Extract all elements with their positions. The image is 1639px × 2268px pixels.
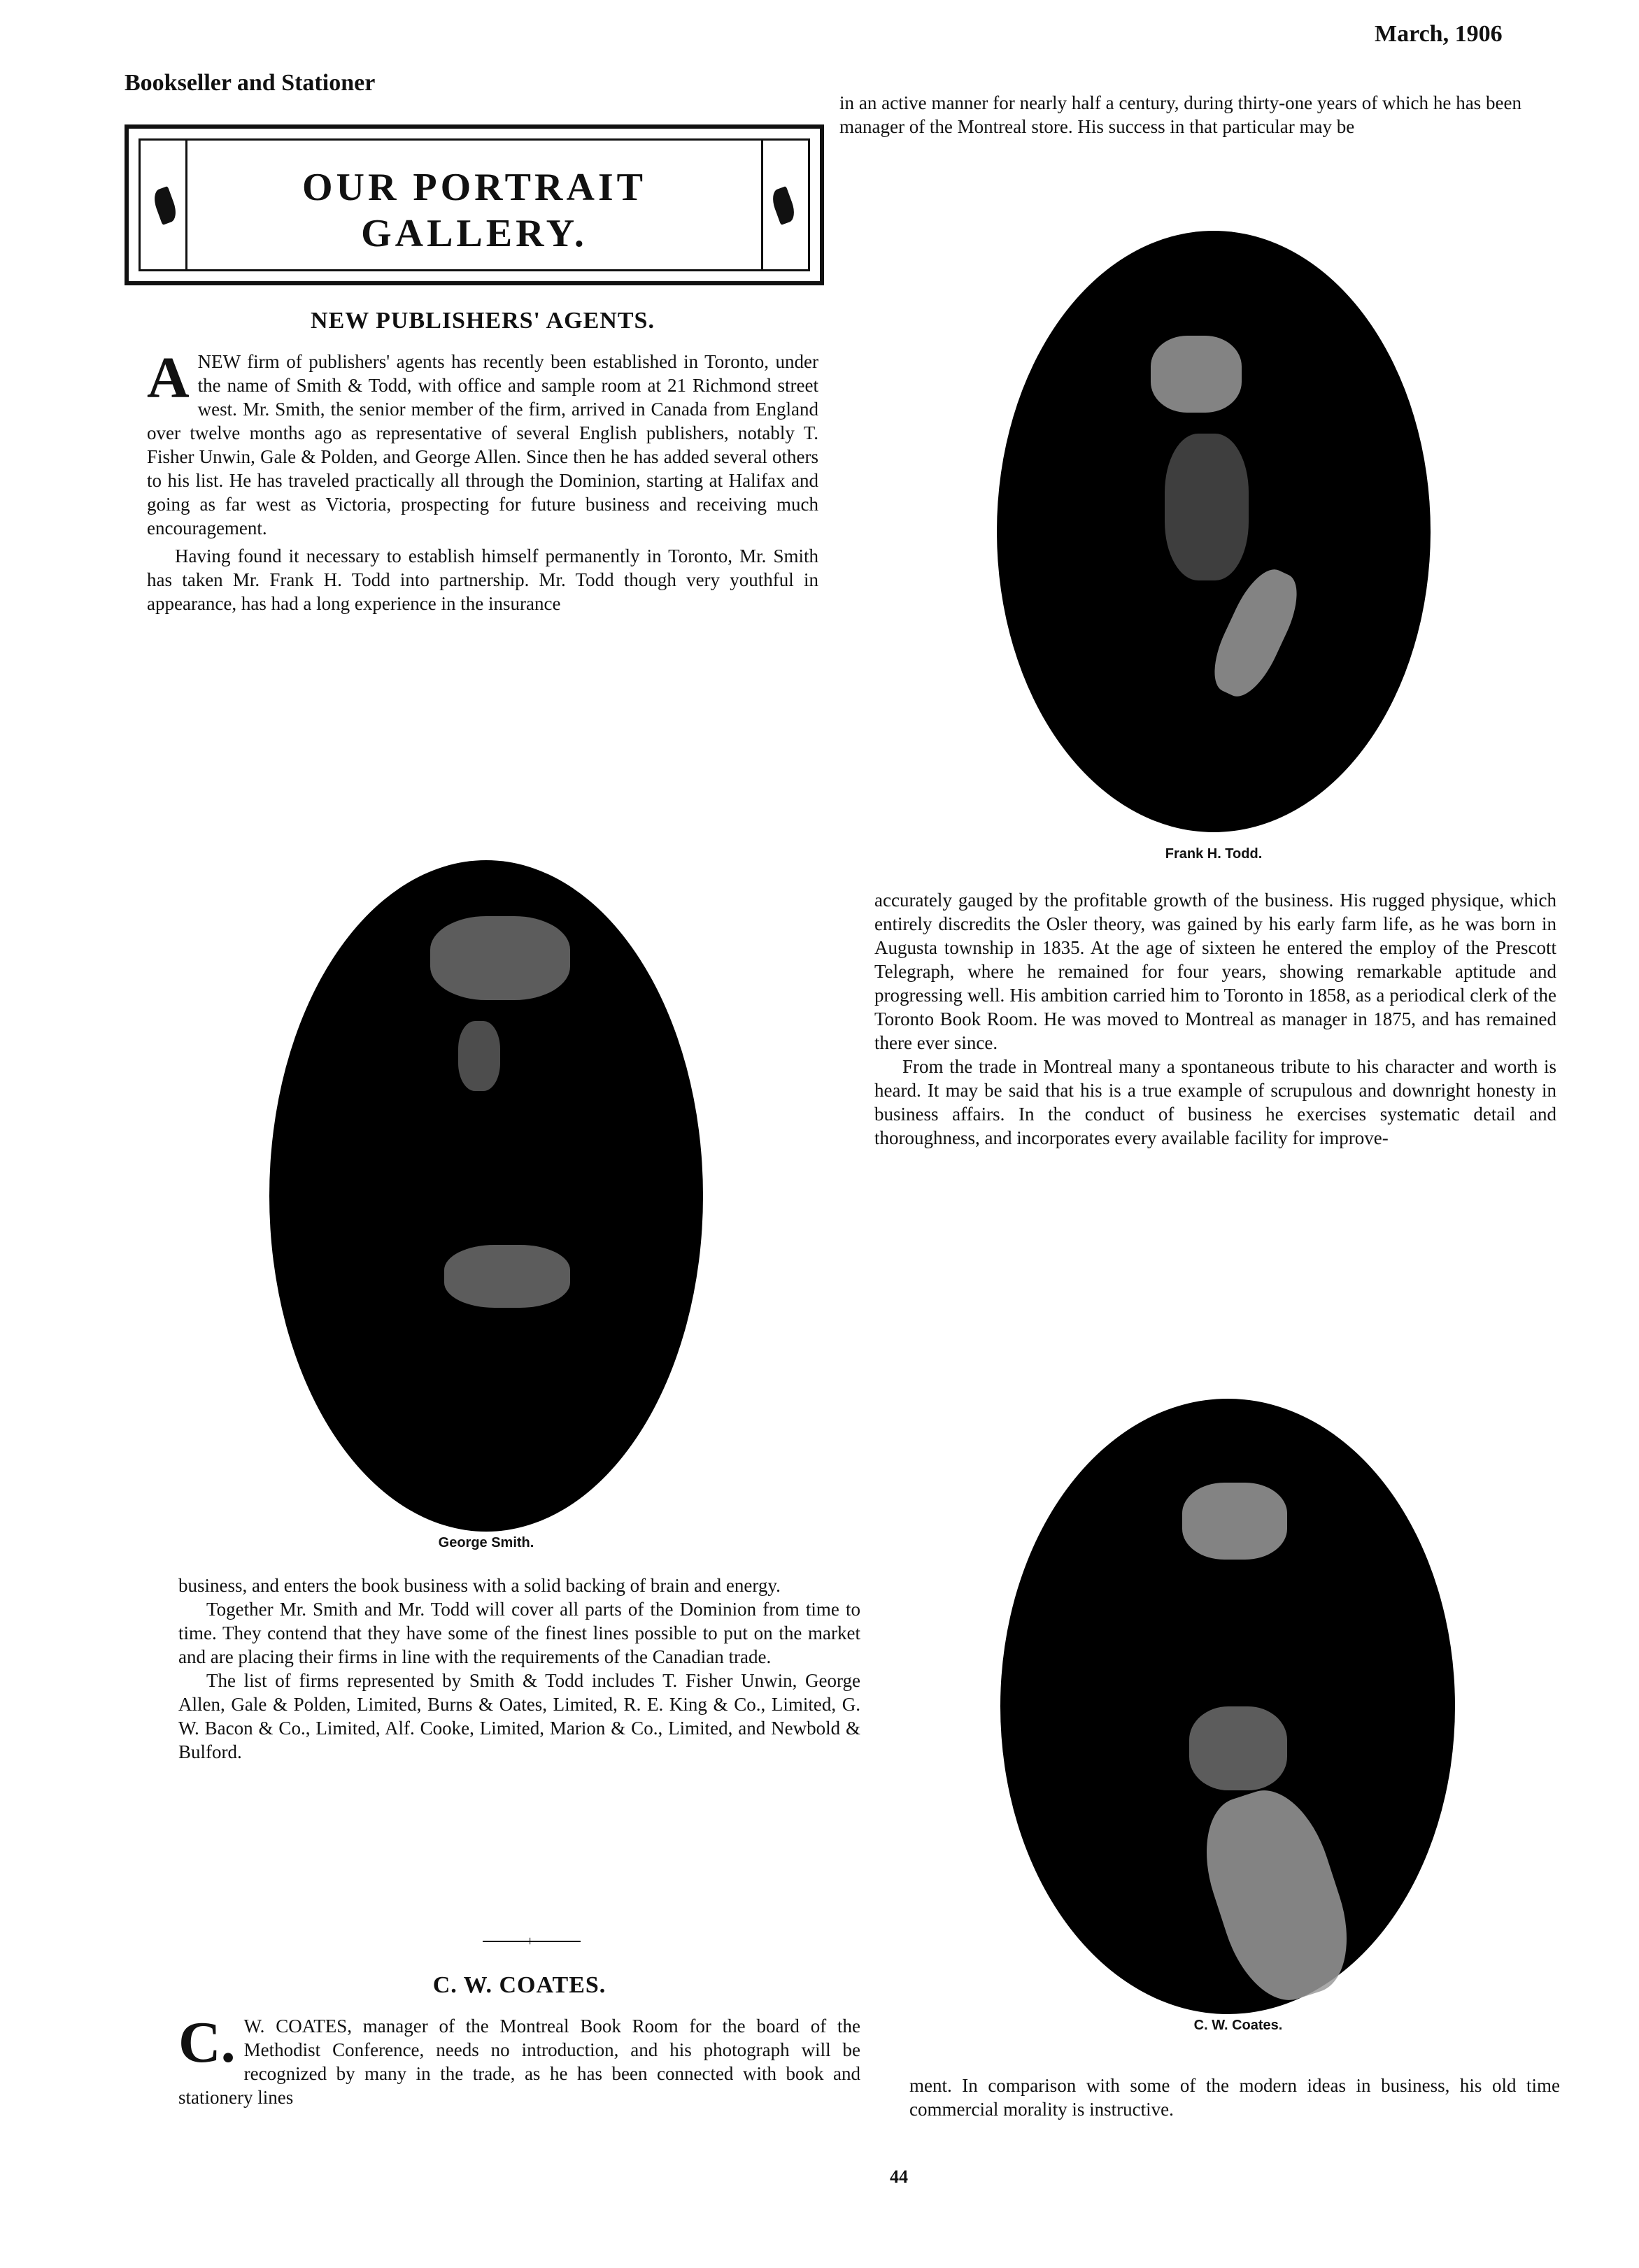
article-publishers-agents-continued <box>178 1574 860 1764</box>
article-publishers-agents-body <box>147 345 818 615</box>
paragraph-2: Having found it necessary to establish himself permanently in Toronto, Mr. Smith has taken Mr. Frank H. Todd into partnership. Mr. Todd though very youthful in appearance, has had a long experience in the insurance <box>147 545 818 614</box>
coates-paragraph-3: accurately gauged by the profitable growth of the business. His rugged physique, which entirely discredits the Osler theory, was gained by his early farm life, as he was born in Augusta township in 1835. At the age of sixteen he entered the employ of the Prescott Telegraph, where he remained for four years, showing remarkable aptitude and progressing well. His ambition carried him to Toronto in 1858, as a periodical clerk of the Toronto Book Room. He was moved to Montreal as manager in 1875, and has remained there ever since. <box>874 890 1556 1053</box>
page-title <box>141 164 808 257</box>
portrait-highlight <box>444 1245 570 1308</box>
article-heading-publishers-agents: NEW PUBLISHERS' AGENTS. <box>311 308 655 334</box>
portrait-highlight <box>1151 336 1242 413</box>
caption-george-smith: George Smith. <box>438 1535 534 1550</box>
page-title-line2: GALLERY. <box>361 212 588 255</box>
publication-name: Bookseller and Stationer <box>125 70 376 96</box>
title-box-inner <box>139 138 810 271</box>
section-divider-ornament: + <box>526 1934 534 1949</box>
coates-paragraph-1-text: W. COATES, manager of the Montreal Book Room for the board of the Methodist Conference, needs no introduction, and his photograph will be recognized by many in the trade, as he has been connected with book and stationery lines <box>178 2016 860 2108</box>
paragraph-5: The list of firms represented by Smith & Todd includes T. Fisher Unwin, George Allen, Gale & Polden, Limited, Burns & Oates, Limited, R. E. King & Co., Limited, G. W. Bacon & Co., Limited, Alf. Cooke, Limited, Marion & Co., Limited, and Newbold & Bulford. <box>178 1670 860 1762</box>
paragraph-4: Together Mr. Smith and Mr. Todd will cover all parts of the Dominion from time to time. They contend that they have some of the finest lines possible to put on the market and are placing their firms in line with the requirements of the Canadian trade. <box>178 1599 860 1667</box>
portrait-george-smith <box>269 860 703 1532</box>
paragraph-1-text: NEW firm of publishers' agents has recently been established in Toronto, under the name of Smith & Todd, with office and sample room at 21 Richmond street west. Mr. Smith, the senior member of the firm, arrived in Canada from England over twelve months ago as representative of several English publishers, notably T. Fisher Unwin, Gale & Polden, and George Allen. Since then he has added several others to his list. He has traveled practically all through the Dominion, starting at Halifax and going as far west as Victoria, prospecting for future business and receiving much encouragement. <box>147 351 818 539</box>
coates-paragraph-2: in an active manner for nearly half a century, during thirty-one years of which he has been manager of the Montreal store. His success in that particular may be <box>839 92 1521 137</box>
portrait-highlight <box>1188 1777 1365 2013</box>
caption-frank-todd: Frank H. Todd. <box>1165 846 1263 862</box>
drop-cap: C. <box>178 2010 236 2075</box>
portrait-cw-coates <box>1000 1399 1455 2014</box>
portrait-highlight <box>430 916 570 1000</box>
drop-cap: A <box>147 345 190 411</box>
coates-paragraph-5: ment. In comparison with some of the modern ideas in business, his old time commercial morality is instructive. <box>909 2075 1560 2120</box>
portrait-highlight <box>1165 434 1249 580</box>
page-number: 44 <box>890 2167 908 2187</box>
article-heading-coates: C. W. COATES. <box>432 1972 606 1998</box>
portrait-highlight <box>458 1021 500 1091</box>
issue-date: March, 1906 <box>1375 21 1503 47</box>
portrait-highlight <box>1189 1706 1287 1790</box>
portrait-highlight <box>1202 561 1310 705</box>
article-coates-continued-bottom <box>909 2074 1560 2121</box>
article-coates-continued-middle <box>874 888 1556 1150</box>
page-title-line1: OUR PORTRAIT <box>301 166 647 209</box>
paragraph-1 <box>147 345 818 540</box>
paragraph-3: business, and enters the book business with a solid backing of brain and energy. <box>178 1575 781 1596</box>
portrait-frank-todd <box>997 231 1431 832</box>
caption-cw-coates: C. W. Coates. <box>1193 2018 1283 2033</box>
coates-paragraph-4: From the trade in Montreal many a spontaneous tribute to his character and worth is heard. It may be said that his is a true example of scrupulous and downright honesty in business affairs. In the conduct of business he exercises systematic detail and thoroughness, and incorporates every available facility for improve- <box>874 1056 1556 1148</box>
article-coates-continued-top <box>839 91 1521 138</box>
portrait-highlight <box>1182 1483 1287 1560</box>
coates-paragraph-1 <box>178 2010 860 2109</box>
title-box <box>125 124 824 285</box>
article-coates-body <box>178 2010 860 2109</box>
